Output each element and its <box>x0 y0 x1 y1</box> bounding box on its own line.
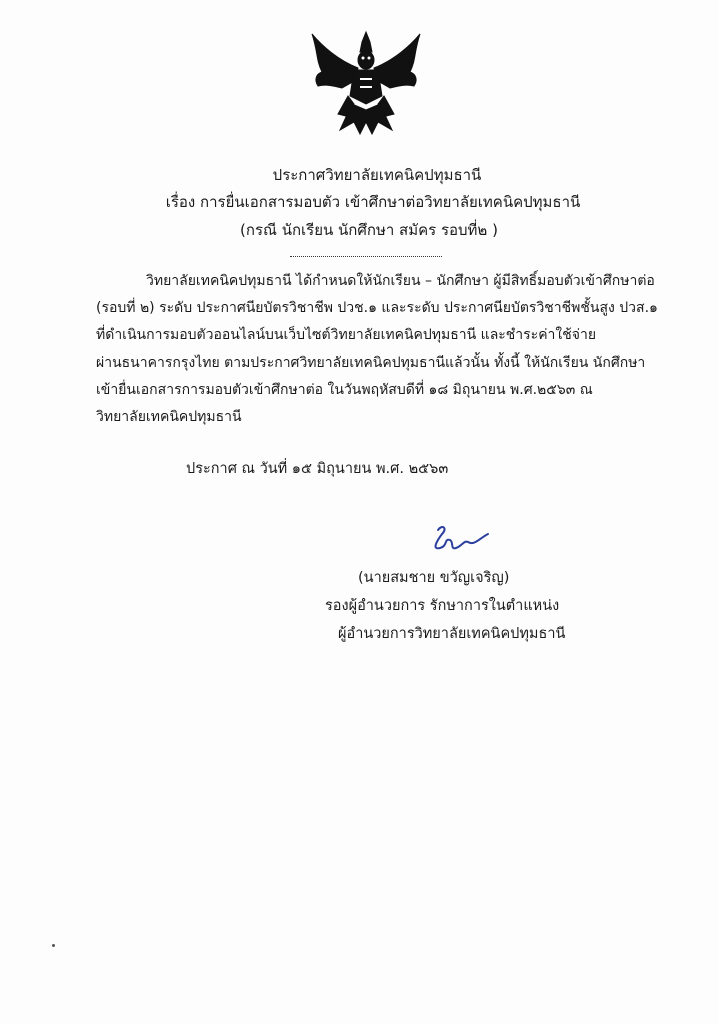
body-line: ผ่านธนาคารกรุงไทย ตามประกาศวิทยาลัยเทคนิคปทุมธานีแล้วนั้น ทั้งนี้ ให้นักเรียน นักศึกษา <box>96 355 646 371</box>
body-line: (รอบที่ ๒) ระดับ ประกาศนียบัตรวิชาชีพ ปวช.๑ และระดับ ประกาศนียบัตรวิชาชีพชั้นสูง ปวส.๑ <box>96 300 658 316</box>
body-line: วิทยาลัยเทคนิคปทุมธานี <box>96 409 242 425</box>
body-line: วิทยาลัยเทคนิคปทุมธานี ได้กำหนดให้นักเรียน – นักศึกษา ผู้มีสิทธิ์มอบตัวเข้าศึกษาต่อ <box>146 273 655 289</box>
dotted-divider <box>290 256 442 257</box>
signatory-name: (นายสมชาย ขวัญเจริญ) <box>358 570 510 586</box>
garuda-emblem-icon <box>308 30 424 138</box>
handwritten-signature-icon <box>424 520 494 560</box>
signatory-position: ผู้อำนวยการวิทยาลัยเทคนิคปทุมธานี <box>338 626 566 642</box>
announcement-date: ประกาศ ณ วันที่ ๑๕ มิถุนายน พ.ศ. ๒๕๖๓ <box>186 461 449 477</box>
document-case: (กรณี นักเรียน นักศึกษา สมัคร รอบที่๒ ) <box>240 221 498 239</box>
document-title: ประกาศวิทยาลัยเทคนิคปทุมธานี <box>272 166 482 184</box>
signatory-position: รองผู้อำนวยการ รักษาการในตำแหน่ง <box>325 598 560 614</box>
body-line: เข้ายื่นเอกสารการมอบตัวเข้าศึกษาต่อ ในวันพฤหัสบดีที่ ๑๘ มิถุนายน พ.ศ.๒๕๖๓ ณ <box>96 382 593 398</box>
document-subject: เรื่อง การยื่นเอกสารมอบตัว เข้าศึกษาต่อวิทยาลัยเทคนิคปทุมธานี <box>165 193 581 211</box>
body-line: ที่ดำเนินการมอบตัวออนไลน์บนเว็บไซต์วิทยาลัยเทคนิคปทุมธานี และชำระค่าใช้จ่าย <box>96 327 597 343</box>
scan-speck <box>52 944 55 947</box>
